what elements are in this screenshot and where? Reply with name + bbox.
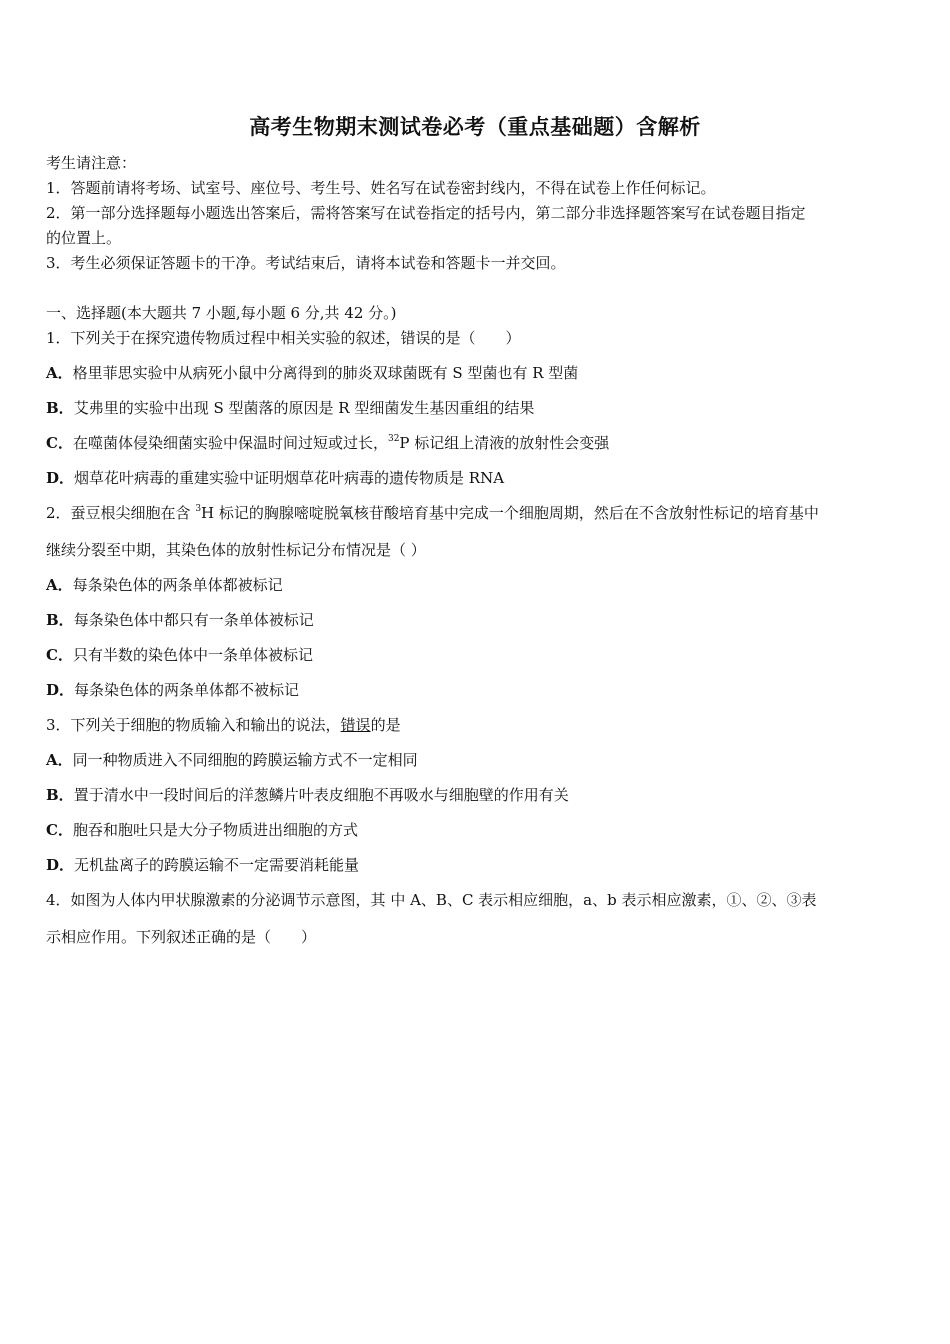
option-text: 同一种物质进入不同细胞的跨膜运输方式不一定相同 (72, 751, 418, 769)
option-text: 置于清水中一段时间后的洋葱鳞片叶表皮细胞不再吸水与细胞壁的作用有关 (73, 786, 569, 804)
option-label: C． (46, 434, 73, 452)
isotope-superscript: 32 (387, 434, 400, 444)
option-label: A． (46, 364, 73, 382)
option-text: 每条染色体的两条单体都不被标记 (74, 681, 300, 699)
notice-item-2-cont: 的位置上。 (46, 229, 122, 247)
question-3-option-c (46, 820, 906, 840)
option-label: B． (46, 399, 74, 417)
option-label: A． (46, 576, 73, 594)
page-title: 高考生物期末测试卷必考（重点基础题）含解析 (249, 114, 701, 139)
question-2-option-b (46, 610, 906, 630)
question-3-stem (46, 715, 906, 735)
option-text: 每条染色体中都只有一条单体被标记 (73, 611, 314, 629)
option-label: A． (46, 751, 73, 769)
notice-item-3: 3．考生必须保证答题卡的干净。考试结束后，请将本试卷和答题卡一并交回。 (46, 254, 566, 272)
stem-pre: 2．蚕豆根尖细胞在含 (46, 504, 196, 522)
question-1-option-b (46, 398, 906, 418)
section-heading: 一、选择题(本大题共 7 小题,每小题 6 分,共 42 分。) (46, 304, 397, 322)
option-text: 每条染色体的两条单体都被标记 (72, 576, 283, 594)
notice-heading: 考生请注意： (46, 154, 137, 172)
stem-pre: 3．下列关于细胞的物质输入和输出的说法， (46, 716, 341, 734)
stem-post: H 标记的胸腺嘧啶脱氧核苷酸培育基中完成一个细胞周期，然后在不含放射性标记的培育基中 (201, 504, 819, 522)
option-text: 烟草花叶病毒的重建实验中证明烟草花叶病毒的遗传物质是 RNA (74, 469, 505, 487)
question-1-option-a (46, 363, 906, 383)
option-text: 只有半数的染色体中一条单体被标记 (72, 646, 313, 664)
option-text: 格里菲思实验中从病死小鼠中分离得到的肺炎双球菌既有 S 型菌也有 R 型菌 (72, 364, 579, 382)
question-1-stem: 1．下列关于在探究遗传物质过程中相关实验的叙述，错误的是（ ） (46, 329, 521, 347)
notice-item-1: 1．答题前请将考场、试室号、座位号、考生号、姓名写在试卷密封线内，不得在试卷上作任何标记。 (46, 179, 716, 197)
question-2-stem-cont: 继续分裂至中期，其染色体的放射性标记分布情况是（ ） (46, 541, 426, 559)
isotope-superscript: 3 (195, 504, 202, 514)
option-text-post: P 标记组上清液的放射性会变强 (399, 434, 610, 452)
question-4-stem: 4．如图为人体内甲状腺激素的分泌调节示意图，其 中 A、B、C 表示相应细胞，a、b 表示相应激素，①、②、③表 (46, 891, 817, 909)
question-3-option-a (46, 750, 906, 770)
question-1-option-d (46, 468, 906, 488)
option-text: 艾弗里的实验中出现 S 型菌落的原因是 R 型细菌发生基因重组的结果 (73, 399, 535, 417)
option-label: D． (46, 856, 75, 874)
option-text-pre: 在噬菌体侵染细菌实验中保温时间过短或过长， (72, 434, 388, 452)
question-2-option-c (46, 645, 906, 665)
question-3-option-b (46, 785, 906, 805)
option-text: 无机盐离子的跨膜运输不一定需要消耗能量 (74, 856, 360, 874)
question-2-option-d (46, 680, 906, 700)
option-label: C． (46, 646, 73, 664)
stem-emphasis: 错误 (340, 716, 371, 734)
question-1-option-c (46, 433, 906, 453)
question-4-stem-cont: 示相应作用。下列叙述正确的是（ ） (46, 928, 317, 946)
option-label: D． (46, 681, 75, 699)
question-2-option-a (46, 575, 906, 595)
option-text: 胞吞和胞吐只是大分子物质进出细胞的方式 (72, 821, 358, 839)
notice-item-2: 2．第一部分选择题每小题选出答案后，需将答案写在试卷指定的括号内，第二部分非选择题答案写在试卷题目指定 (46, 204, 806, 222)
option-label: B． (46, 611, 74, 629)
question-2-stem (46, 503, 906, 523)
question-3-option-d (46, 855, 906, 875)
option-label: D． (46, 469, 75, 487)
option-label: B． (46, 786, 74, 804)
stem-post: 的是 (370, 716, 401, 734)
option-label: C． (46, 821, 73, 839)
